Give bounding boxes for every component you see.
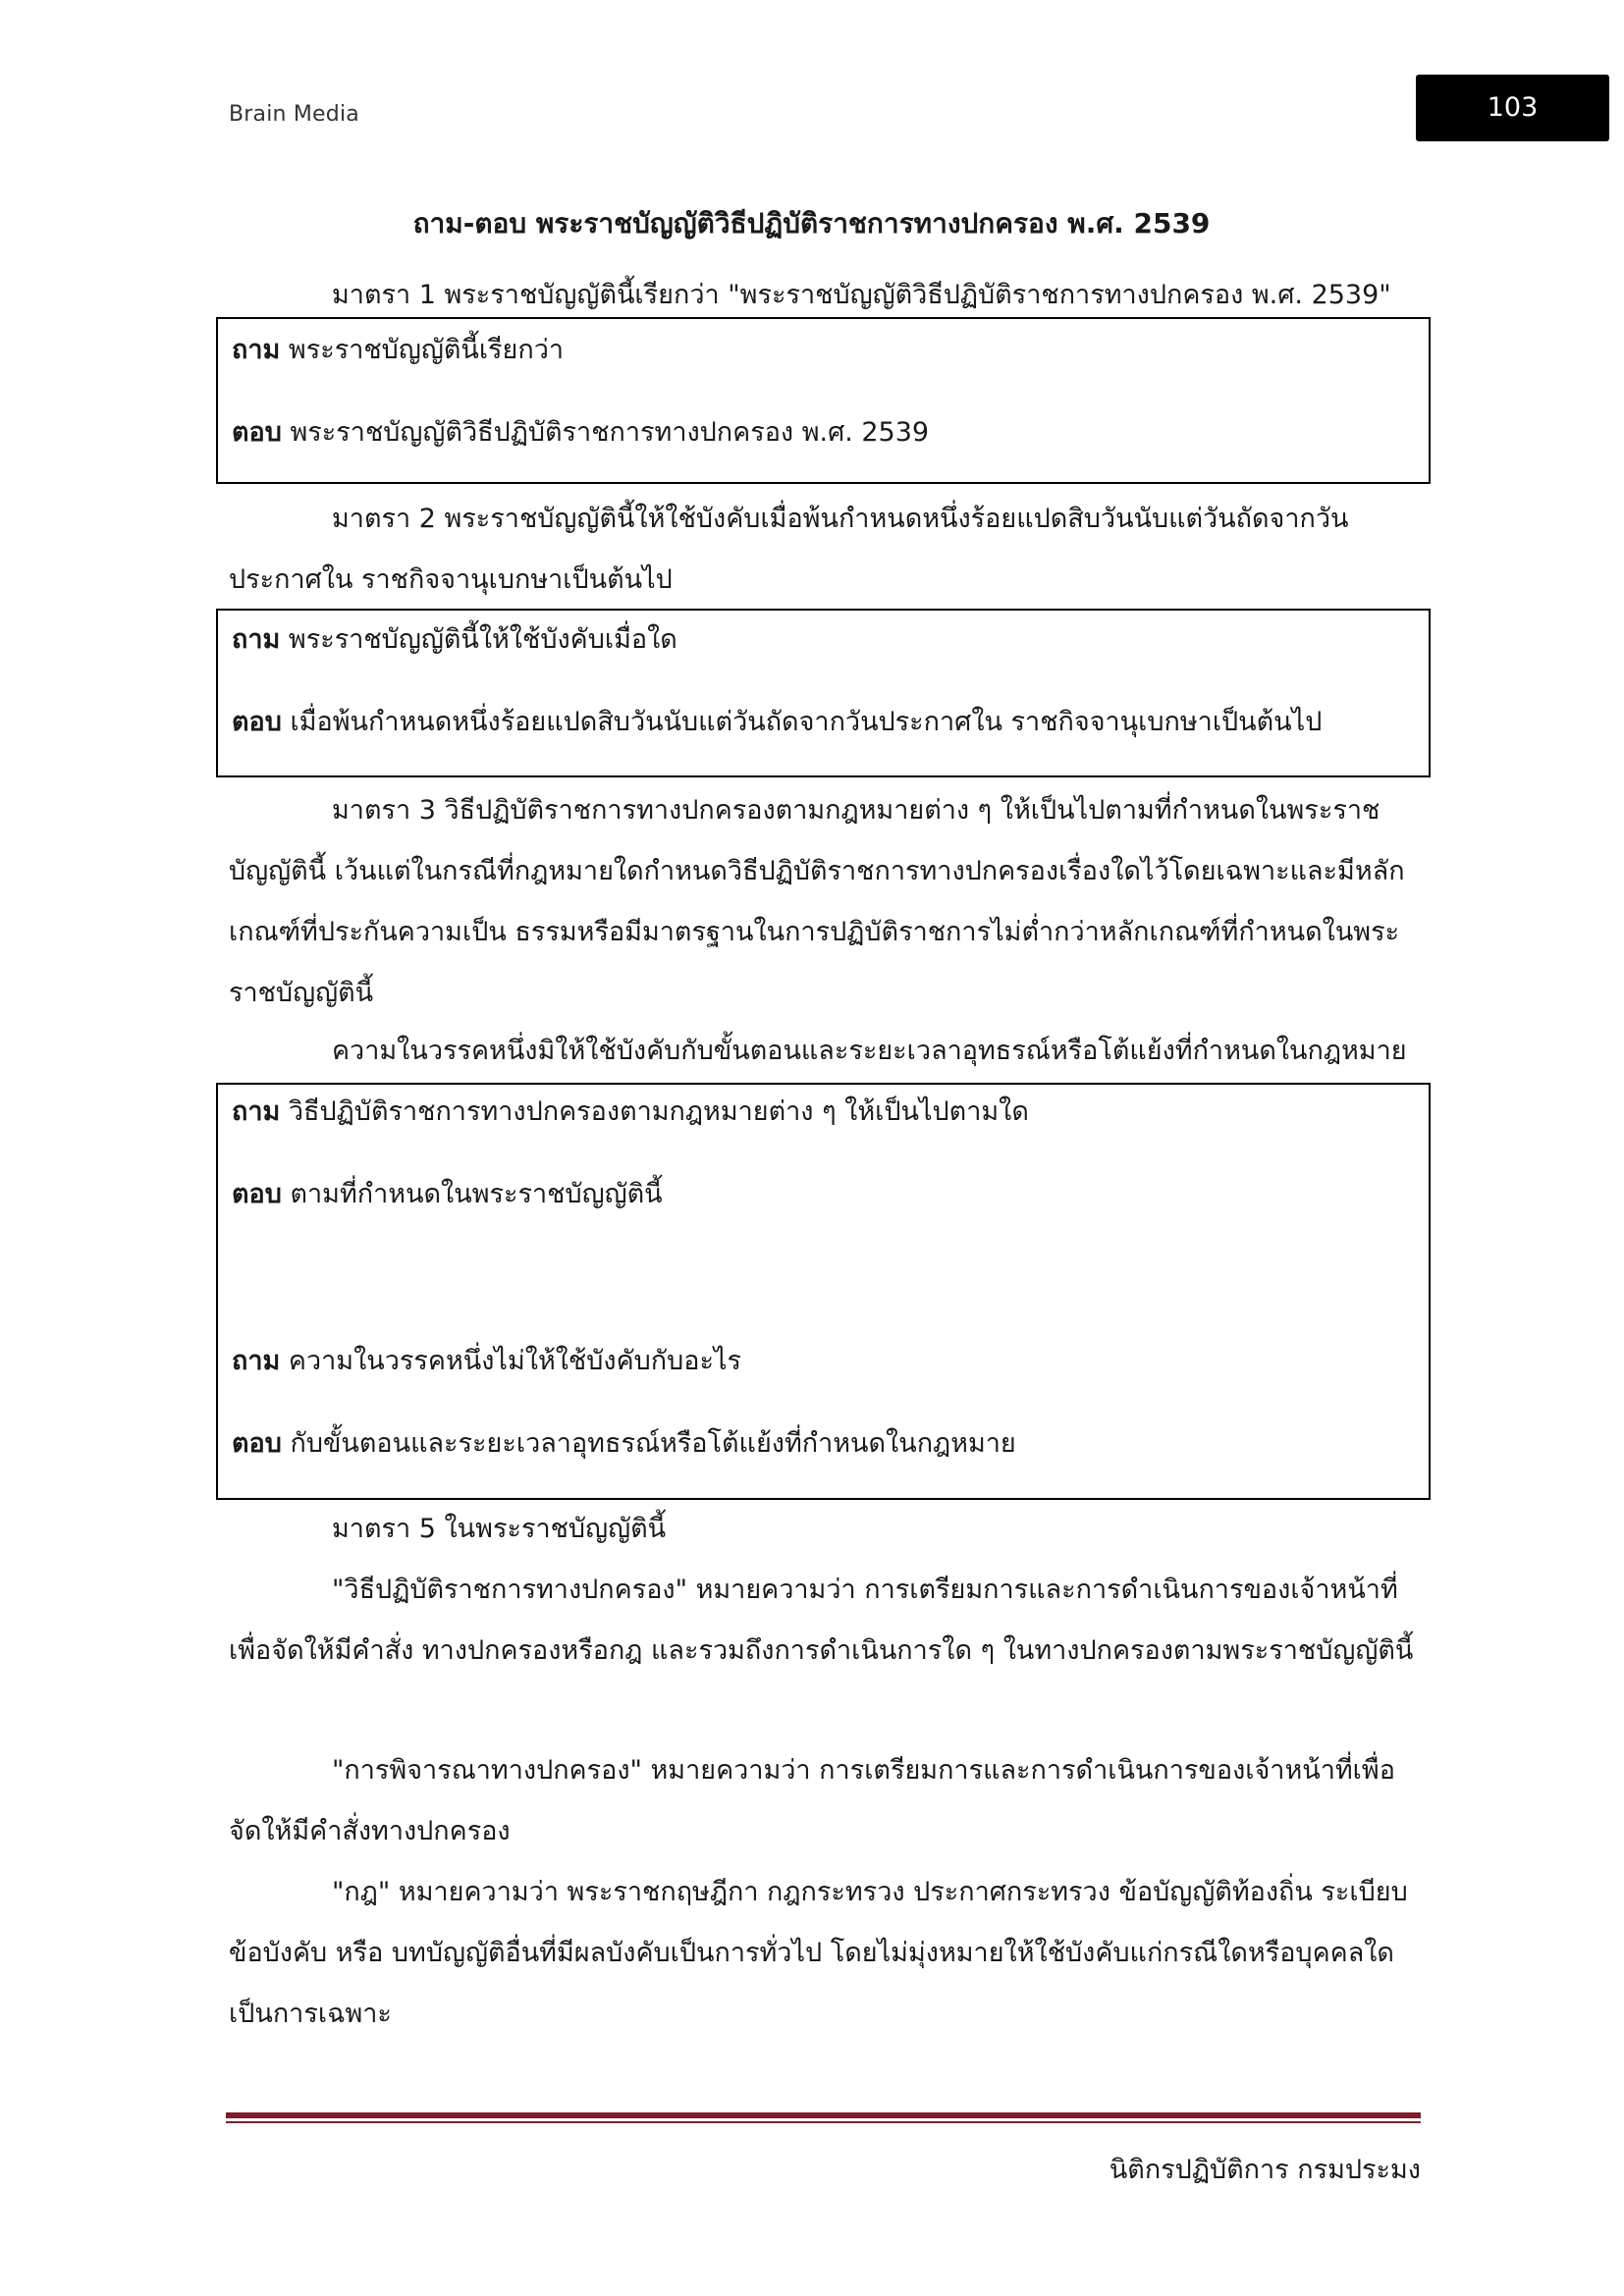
question-line bbox=[232, 1093, 1029, 1132]
answer-label: ตอบ bbox=[232, 1428, 282, 1459]
section-2-paragraph: มาตรา 2 พระราชบัญญัตินี้ให้ใช้บังคับเมื่อพ้นกำหนดหนึ่งร้อยแปดสิบวันนับแต่วันถัดจากวันประกาศใน ราชกิจจานุเบกษาเป็นต้นไป bbox=[229, 504, 1349, 595]
section-1-paragraph: มาตรา 1 พระราชบัญญัตินี้เรียกว่า "พระราชบัญญัติวิธีปฏิบัติราชการทางปกครอง พ.ศ. 2539" bbox=[332, 280, 1391, 310]
answer-text: เมื่อพ้นกำหนดหนึ่งร้อยแปดสิบวันนับแต่วันถัดจากวันประกาศใน ราชกิจจานุเบกษาเป็นต้นไป bbox=[281, 707, 1323, 737]
section-5-paragraph: มาตรา 5 ในพระราชบัญญัตินี้ bbox=[332, 1514, 667, 1544]
question-text: พระราชบัญญัตินี้เรียกว่า bbox=[280, 335, 565, 365]
header-brand: Brain Media bbox=[229, 102, 359, 127]
answer-line bbox=[232, 1175, 663, 1214]
question-label: ถาม bbox=[232, 335, 281, 365]
section-3-paragraph-2: ความในวรรคหนึ่งมิให้ใช้บังคับกับขั้นตอนและระยะเวลาอุทธรณ์หรือโต้แย้งที่กำหนดในกฎหมาย bbox=[332, 1036, 1407, 1066]
answer-label: ตอบ bbox=[232, 707, 282, 737]
question-line bbox=[232, 620, 677, 660]
question-label: ถาม bbox=[232, 1346, 281, 1376]
answer-line bbox=[232, 703, 1322, 742]
qa-box-3 bbox=[216, 1083, 1431, 1500]
page-title: ถาม-ตอบ พระราชบัญญัติวิธีปฏิบัติราชการทางปกครอง พ.ศ. 2539 bbox=[412, 207, 1211, 240]
section-3-paragraph: มาตรา 3 วิธีปฏิบัติราชการทางปกครองตามกฎหมายต่าง ๆ ให้เป็นไปตามที่กำหนดในพระราชบัญญัตินี้ เว้นแต่ในกรณีที่กฎหมายใดกำหนดวิธีปฏิบัติราชการทางปกครองเรื่องใดไว้โดยเฉพาะและมีหลักเกณฑ์ที่ประกันความเป็น ธรรมหรือมีมาตรฐานในการปฏิบัติราชการไม่ต่ำกว่าหลักเกณฑ์ที่กำหนดในพระราชบัญญัตินี้ bbox=[229, 795, 1405, 1008]
answer-text: พระราชบัญญัติวิธีปฏิบัติราชการทางปกครอง พ.ศ. 2539 bbox=[281, 417, 930, 448]
definition-administrative-consideration: "การพิจารณาทางปกครอง" หมายความว่า การเตรียมการและการดำเนินการของเจ้าหน้าที่เพื่อจัดให้มีคำสั่งทางปกครอง bbox=[229, 1755, 1395, 1846]
footer-rule-thick bbox=[226, 2112, 1421, 2118]
answer-line bbox=[232, 1424, 1016, 1464]
qa-box-1 bbox=[216, 317, 1431, 484]
question-line bbox=[232, 331, 564, 370]
definition-rule: "กฎ" หมายความว่า พระราชกฤษฎีกา กฎกระทรวง ประกาศกระทรวง ข้อบัญญัติท้องถิ่น ระเบียบ ข้อบังคับ หรือ บทบัญญัติอื่นที่มีผลบังคับเป็นการทั่วไป โดยไม่มุ่งหมายให้ใช้บังคับแก่กรณีใดหรือบุคคลใดเป็นการเฉพาะ bbox=[229, 1877, 1408, 2029]
definition-administrative-procedure: "วิธีปฏิบัติราชการทางปกครอง" หมายความว่า การเตรียมการและการดำเนินการของเจ้าหน้าที่เพื่อจัดให้มีคำสั่ง ทางปกครองหรือกฎ และรวมถึงการดำเนินการใด ๆ ในทางปกครองตามพระราชบัญญัตินี้ bbox=[229, 1575, 1414, 1666]
question-text: ความในวรรคหนึ่งไม่ให้ใช้บังคับกับอะไร bbox=[280, 1346, 742, 1376]
answer-label: ตอบ bbox=[232, 1179, 282, 1209]
question-label: ถาม bbox=[232, 624, 281, 655]
question-text: พระราชบัญญัตินี้ให้ใช้บังคับเมื่อใด bbox=[280, 624, 677, 655]
qa-box-2 bbox=[216, 609, 1431, 777]
answer-line bbox=[232, 413, 929, 453]
question-line bbox=[232, 1342, 741, 1381]
answer-text: ตามที่กำหนดในพระราชบัญญัตินี้ bbox=[281, 1179, 663, 1209]
footer-rule-thin bbox=[226, 2121, 1421, 2123]
page-number-badge: 103 bbox=[1416, 75, 1609, 141]
answer-text: กับขั้นตอนและระยะเวลาอุทธรณ์หรือโต้แย้งที่กำหนดในกฎหมาย bbox=[281, 1428, 1016, 1459]
answer-label: ตอบ bbox=[232, 417, 282, 448]
question-label: ถาม bbox=[232, 1096, 281, 1127]
question-text: วิธีปฏิบัติราชการทางปกครองตามกฎหมายต่าง ๆ ให้เป็นไปตามใด bbox=[280, 1096, 1029, 1127]
footer-text: นิติกรปฏิบัติการ กรมประมง bbox=[1109, 2155, 1421, 2185]
